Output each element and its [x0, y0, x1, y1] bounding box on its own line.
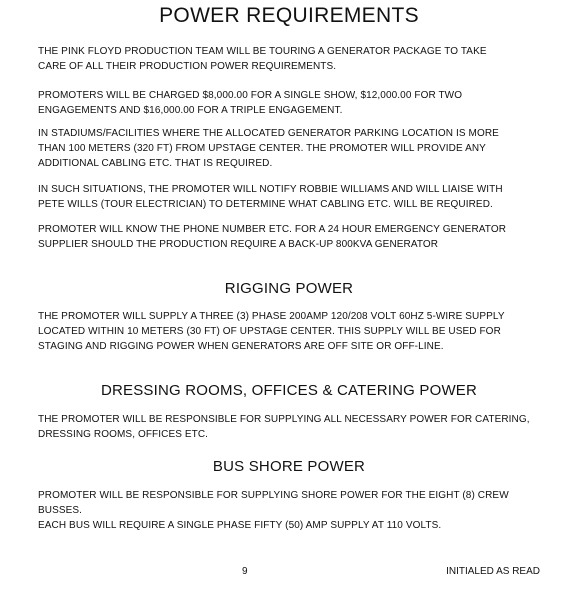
paragraph-line: PROMOTERS WILL BE CHARGED $8,000.00 FOR A SINGLE SHOW, $12,000.00 FOR TWO [38, 90, 463, 101]
paragraph-line: CARE OF ALL THEIR PRODUCTION POWER REQUIREMENTS. [38, 61, 337, 72]
paragraph-line: IN SUCH SITUATIONS, THE PROMOTER WILL NOTIFY ROBBIE WILLIAMS AND WILL LIAISE WITH [38, 184, 503, 195]
paragraph-line: IN STADIUMS/FACILITIES WHERE THE ALLOCATED GENERATOR PARKING LOCATION IS MORE [38, 128, 499, 139]
paragraph-line: DRESSING ROOMS, OFFICES ETC. [38, 429, 209, 440]
paragraph-line: THAN 100 METERS (320 FT) FROM UPSTAGE CENTER. THE PROMOTER WILL PROVIDE ANY [38, 143, 486, 154]
paragraph-line: THE PINK FLOYD PRODUCTION TEAM WILL BE TOURING A GENERATOR PACKAGE TO TAKE [38, 46, 487, 57]
section-heading-dressing-rooms: DRESSING ROOMS, OFFICES & CATERING POWER [100, 382, 478, 399]
paragraph-stadiums [38, 126, 548, 171]
paragraph-line: LOCATED WITHIN 10 METERS (30 FT) OF UPSTAGE CENTER. THIS SUPPLY WILL BE USED FOR [38, 326, 501, 337]
paragraph-line: STAGING AND RIGGING POWER WHEN GENERATORS ARE OFF SITE OR OFF-LINE. [38, 341, 444, 352]
paragraph-line: EACH BUS WILL REQUIRE A SINGLE PHASE FIFTY (50) AMP SUPPLY AT 110 VOLTS. [38, 520, 442, 531]
paragraph-line: THE PROMOTER WILL SUPPLY A THREE (3) PHASE 200AMP 120/208 VOLT 60HZ 5-WIRE SUPPLY [38, 311, 505, 322]
paragraph-notify [38, 182, 548, 212]
paragraph-line: PROMOTER WILL BE RESPONSIBLE FOR SUPPLYING SHORE POWER FOR THE EIGHT (8) CREW [38, 490, 509, 501]
page-number: 9 [242, 566, 248, 577]
paragraph-line: ENGAGEMENTS AND $16,000.00 FOR A TRIPLE ENGAGEMENT. [38, 105, 343, 116]
page-title: POWER REQUIREMENTS [159, 4, 419, 27]
paragraph-line: PETE WILLS (TOUR ELECTRICIAN) TO DETERMINE WHAT CABLING ETC. WILL BE REQUIRED. [38, 199, 493, 210]
paragraph-charges [38, 88, 548, 118]
paragraph-line: THE PROMOTER WILL BE RESPONSIBLE FOR SUPPLYING ALL NECESSARY POWER FOR CATERING, [38, 414, 530, 425]
paragraph-dressing [38, 412, 548, 442]
paragraph-emergency [38, 222, 548, 252]
section-heading-bus-shore-power: BUS SHORE POWER [212, 458, 366, 475]
paragraph-generator-package [38, 44, 548, 74]
paragraph-line: PROMOTER WILL KNOW THE PHONE NUMBER ETC. FOR A 24 HOUR EMERGENCY GENERATOR [38, 224, 507, 235]
paragraph-line: ADDITIONAL CABLING ETC. THAT IS REQUIRED. [38, 158, 273, 169]
paragraph-bus [38, 488, 548, 533]
paragraph-line: SUPPLIER SHOULD THE PRODUCTION REQUIRE A BACK-UP 800KVA GENERATOR [38, 239, 439, 250]
paragraph-line: BUSSES. [38, 505, 83, 516]
paragraph-rigging [38, 309, 548, 354]
initialed-as-read: INITIALED AS READ [446, 566, 540, 577]
section-heading-rigging-power: RIGGING POWER [224, 280, 354, 297]
